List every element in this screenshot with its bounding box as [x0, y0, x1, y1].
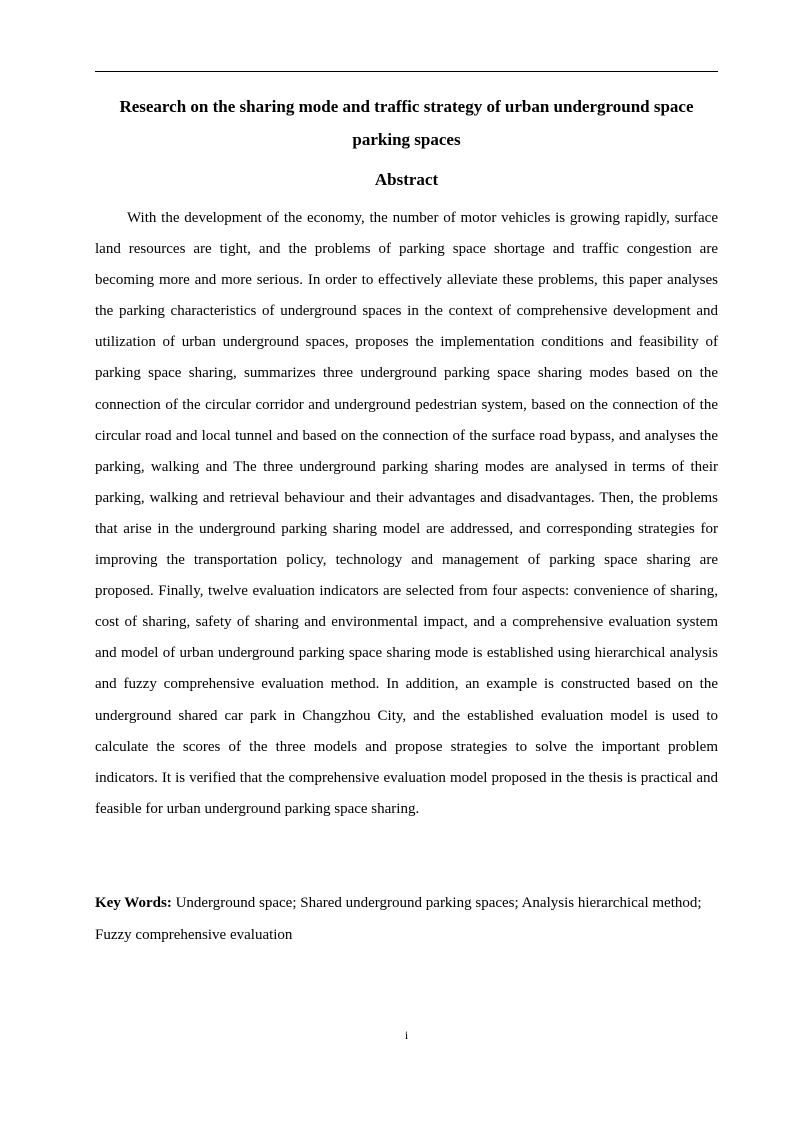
paper-title: Research on the sharing mode and traffic strategy of urban underground space parking spaces — [119, 97, 694, 149]
keywords-label: Key Words: — [95, 895, 172, 911]
header-rule — [95, 71, 718, 72]
keywords — [95, 888, 718, 951]
abstract-heading: Abstract — [374, 170, 439, 189]
keywords-text: Underground space; Shared underground parking spaces; Analysis hierarchical method; Fuzzy comprehensive evaluation — [95, 895, 702, 943]
page-number: i — [404, 1028, 409, 1042]
abstract-body: With the development of the economy, the number of motor vehicles is growing rapidly, surface land resources are tight, and the problems of parking space shortage and traffic congestion are becoming more and more serious. In order to effectively alleviate these problems, this paper analyses the parking characteristics of underground spaces in the context of comprehensive development and utilization of urban underground spaces, proposes the implementation conditions and feasibility of parking space sharing, summarizes three underground parking space sharing modes based on the connection of the circular corridor and underground pedestrian system, based on the connection of the circular road and local tunnel and based on the connection of the surface road bypass, and analyses the parking, walking and The three underground parking sharing modes are analysed in terms of their parking, walking and retrieval behaviour and their advantages and disadvantages. Then, the problems that arise in the underground parking sharing model are addressed, and corresponding strategies for improving the transportation policy, technology and management of parking space sharing are proposed. Finally, twelve evaluation indicators are selected from four aspects: convenience of sharing, cost of sharing, safety of sharing and environmental impact, and a comprehensive evaluation system and model of urban underground parking space sharing mode is established using hierarchical analysis and fuzzy comprehensive evaluation method. In addition, an example is constructed based on the underground shared car park in Changzhou City, and the established evaluation model is used to calculate the scores of the three models and propose strategies to solve the important problem indicators. It is verified that the comprehensive evaluation model proposed in the thesis is practical and feasible for urban underground parking space sharing. — [95, 210, 718, 817]
